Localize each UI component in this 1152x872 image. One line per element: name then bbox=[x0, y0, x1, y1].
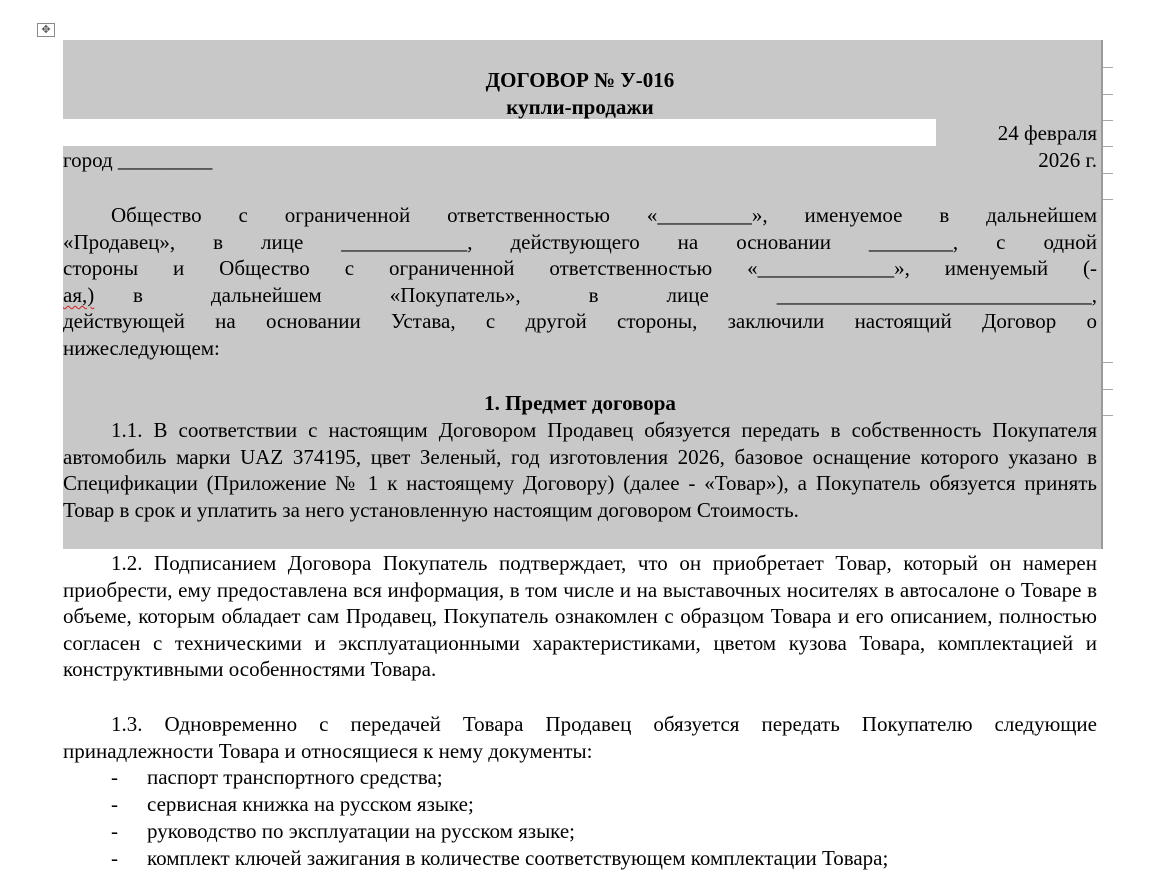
row-marker bbox=[1103, 389, 1113, 390]
clause-1-2: 1.2. Подписанием Договора Покупатель подтверждает, что он приобретает Товар, который он намерен приобрести, ему предоставлена вся информация, в том числе и на выставочных носителях в автосалоне о Товаре в объеме, которым обладает сам Продавец, Покупатель ознакомлен с образцом Товара и его описанием, полностью согласен с техническими и эксплуатационными характеристиками, цветом кузова Товара, комплектацией и конструктивными особенностями Товара. bbox=[63, 551, 1097, 681]
preamble-line: «Продавец», в лице ____________, действующего на основании ________, с одной bbox=[63, 230, 1097, 254]
row-marker bbox=[1103, 146, 1113, 147]
spelling-error-mark[interactable]: ая,) bbox=[63, 283, 95, 307]
preamble-line: Общество с ограниченной ответственностью «_________», именуемое в дальнейшем bbox=[111, 203, 1097, 227]
table-right-border[interactable] bbox=[1101, 40, 1111, 549]
contract-city: город _________ bbox=[63, 148, 213, 172]
preamble-line: нижеследующем: bbox=[63, 336, 220, 360]
contract-subtitle: купли-продажи bbox=[506, 95, 654, 119]
contract-year: 2026 г. bbox=[1038, 148, 1097, 172]
row-marker bbox=[1103, 362, 1113, 363]
clause-1-1: 1.1. В соответствии с настоящим Договором Продавец обязуется передать в собственность Покупателя автомобиль марки UAZ 374195, цвет Зеленый, год изготовления 2026, базовое оснащение которого указано в Спецификации (Приложение № 1 к настоящему Договору) (далее - «Товар»), а Покупатель обязуется принять Товар в срок и уплатить за него установленную настоящим договором Стоимость. bbox=[63, 418, 1097, 522]
row-marker bbox=[1103, 67, 1113, 68]
preamble-line: ая,) в дальнейшем «Покупатель», в лице ______________________________, bbox=[63, 283, 1097, 307]
preamble-line: действующей на основании Устава, с другой стороны, заключили настоящий Договор о bbox=[63, 309, 1097, 333]
row-marker bbox=[1103, 94, 1113, 95]
preamble-line: стороны и Общество с ограниченной ответственностью «_____________», именуемый (- bbox=[63, 256, 1097, 280]
row-marker bbox=[1103, 199, 1113, 200]
row-marker bbox=[1103, 173, 1113, 174]
row-marker bbox=[1103, 415, 1113, 416]
row-marker bbox=[1103, 120, 1113, 121]
clause-1-3: 1.3. Одновременно с передачей Товара Продавец обязуется передать Покупателю следующие принадлежности Товара и относящиеся к нему документы: bbox=[63, 712, 1097, 763]
table-move-handle-icon[interactable]: ✥ bbox=[37, 23, 55, 37]
contract-date: 24 февраля bbox=[997, 121, 1097, 145]
section-title: 1. Предмет договора bbox=[484, 391, 676, 415]
contract-title: ДОГОВОР № У-016 bbox=[485, 68, 675, 92]
